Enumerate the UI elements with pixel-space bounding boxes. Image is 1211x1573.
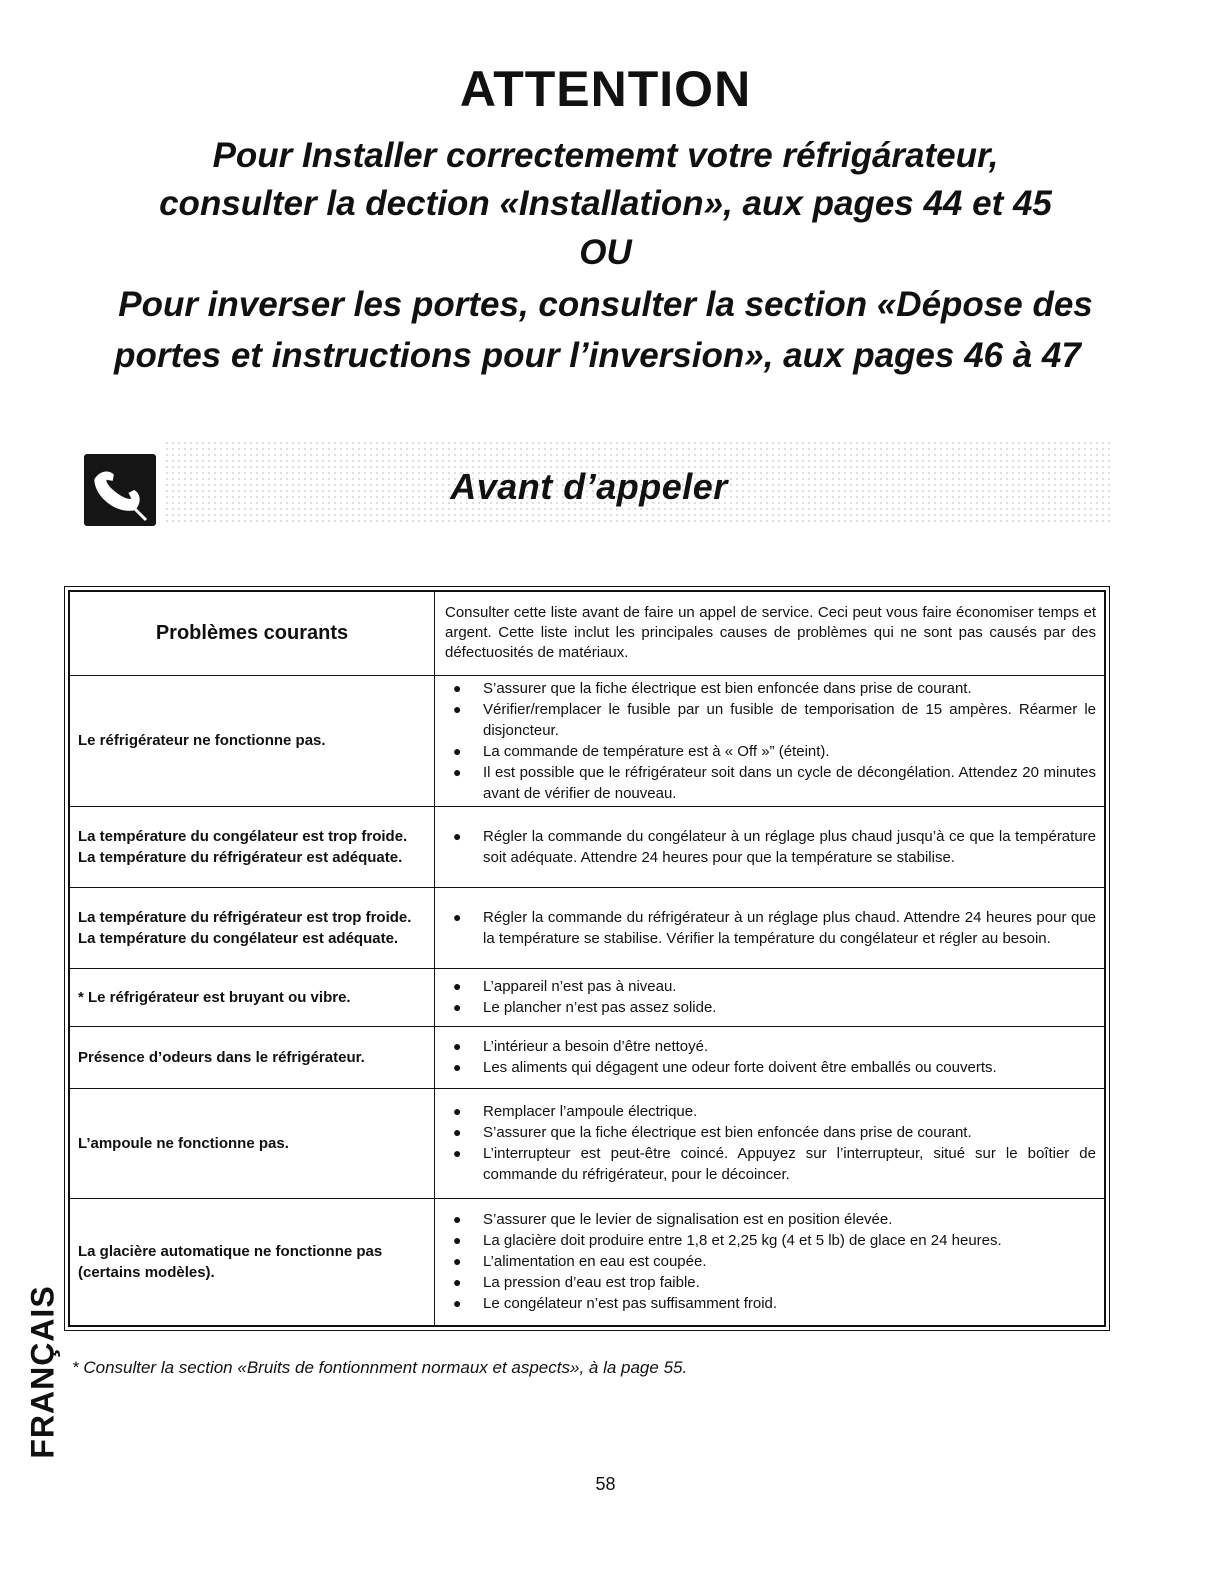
table-header-row <box>69 591 1105 675</box>
solution-cell <box>435 1088 1106 1198</box>
list-item: ● Remplacer l’ampoule électrique. <box>453 1103 698 1120</box>
list-item: ● L’appareil n’est pas à niveau. <box>453 978 677 995</box>
bullet-icon: ● <box>453 679 462 696</box>
table-header-intro: Consulter cette liste avant de faire un appel de service. Ceci peut vous faire économiser temps et argent. Cette liste inclut les principales causes de problèmes qui ne sont pas causés par des défectuosités de matériaux. <box>435 591 1106 675</box>
bullet-icon: ● <box>453 700 462 717</box>
door-reversal-line-2: portes et instructions pour l’inversion», aux pages 46 à 47 <box>114 336 1081 375</box>
bullet-icon: ● <box>453 1211 462 1228</box>
table-row <box>69 887 1105 968</box>
problem-cell: Présence d’odeurs dans le réfrigérateur. <box>69 1026 435 1088</box>
problem-cell: L’ampoule ne fonctionne pas. <box>69 1088 435 1198</box>
list-item: ● Il est possible que le réfrigérateur soit dans un cycle de décongélation. Attendez 20 minutes avant de vérifier de nouveau. <box>453 763 1096 802</box>
footnote: * Consulter la section «Bruits de fontionnment normaux et aspects», à la page 55. <box>72 1358 688 1377</box>
table-row <box>69 806 1105 887</box>
bullet-icon: ● <box>453 999 462 1015</box>
table-row <box>69 968 1105 1026</box>
bullet-icon: ● <box>453 827 462 844</box>
list-item: ● La glacière doit produire entre 1,8 et 2,25 kg (4 et 5 lb) de glace en 24 heures. <box>453 1232 1002 1250</box>
or-separator: OU <box>579 233 632 272</box>
list-item: ● Vérifier/remplacer le fusible par un fusible de temporisation de 15 ampères. Réarmer le disjoncteur. <box>453 700 1096 739</box>
bullet-icon: ● <box>453 1124 462 1140</box>
problem-cell: La température du congélateur est trop froide. La température du réfrigérateur est adéquate. <box>69 806 435 887</box>
table-header-problems: Problèmes courants <box>69 591 435 675</box>
section-banner <box>68 440 1110 532</box>
install-line-1: Pour Installer correctememt votre réfrigárateur, <box>212 136 999 175</box>
door-reversal-line-1: Pour inverser les portes, consulter la section «Dépose des <box>118 285 1093 324</box>
banner-title: Avant d’appeler <box>450 466 728 507</box>
solution-cell <box>435 887 1106 968</box>
bullet-icon: ● <box>453 1253 462 1270</box>
bullet-icon: ● <box>453 1274 462 1291</box>
table-row <box>69 675 1105 806</box>
list-item: ● L’interrupteur est peut-être coincé. Appuyez sur l’interrupteur, situé sur le boîtier de commande du réfrigérateur, pour le décoincer. <box>453 1145 1096 1183</box>
page-number: 58 <box>595 1474 616 1494</box>
list-item: ● S’assurer que le levier de signalisation est en position élevée. <box>453 1211 893 1229</box>
solution-cell <box>435 968 1106 1026</box>
bullet-icon: ● <box>453 978 462 994</box>
list-item: ● Régler la commande du congélateur à un réglage plus chaud jusqu’à ce que la température soit adéquate. Attendre 24 heures pour que la température se stabilise. <box>453 827 1096 866</box>
list-item: ● La pression d’eau est trop faible. <box>453 1274 700 1292</box>
table-row <box>69 1026 1105 1088</box>
list-item: ● Le plancher n’est pas assez solide. <box>453 999 717 1016</box>
table-row <box>69 1198 1105 1326</box>
list-item: ● La commande de température est à « Off »” (éteint). <box>453 742 830 760</box>
problem-cell: La température du réfrigérateur est trop froide. La température du congélateur est adéquate. <box>69 887 435 968</box>
bullet-icon: ● <box>453 1295 462 1312</box>
language-label: FRANÇAIS <box>24 1285 61 1459</box>
bullet-icon: ● <box>453 1103 462 1119</box>
list-item: ● L’intérieur a besoin d’être nettoyé. <box>453 1038 709 1055</box>
bullet-icon: ● <box>453 763 462 780</box>
solution-cell <box>435 675 1106 806</box>
bullet-icon: ● <box>453 742 462 759</box>
table-row <box>69 1088 1105 1198</box>
attention-title: ATTENTION <box>459 61 752 117</box>
list-item: ● S’assurer que la fiche électrique est bien enfoncée dans prise de courant. <box>453 679 972 697</box>
list-item: ● S’assurer que la fiche électrique est bien enfoncée dans prise de courant. <box>453 1124 972 1141</box>
list-item: ● Les aliments qui dégagent une odeur forte doivent être emballés ou couverts. <box>453 1059 997 1076</box>
list-item: ● Le congélateur n’est pas suffisamment froid. <box>453 1295 778 1313</box>
solution-cell <box>435 1026 1106 1088</box>
bullet-icon: ● <box>453 1038 462 1054</box>
solution-cell <box>435 1198 1106 1326</box>
troubleshooting-table <box>64 586 1110 1331</box>
install-line-2: consulter la dection «Installation», aux pages 44 et 45 <box>159 184 1052 223</box>
bullet-icon: ● <box>453 908 462 925</box>
bullet-icon: ● <box>453 1232 462 1249</box>
list-item: ● L’alimentation en eau est coupée. <box>453 1253 707 1271</box>
bullet-icon: ● <box>453 1059 462 1075</box>
problem-cell: Le réfrigérateur ne fonctionne pas. <box>69 675 435 806</box>
problem-cell: * Le réfrigérateur est bruyant ou vibre. <box>69 968 435 1026</box>
list-item: ● Régler la commande du réfrigérateur à un réglage plus chaud. Attendre 24 heures pour que la température se stabilise. Vérifier la température du congélateur et régler au besoin. <box>453 908 1096 947</box>
bullet-icon: ● <box>453 1145 462 1161</box>
problem-cell: La glacière automatique ne fonctionne pas (certains modèles). <box>69 1198 435 1326</box>
solution-cell <box>435 806 1106 887</box>
